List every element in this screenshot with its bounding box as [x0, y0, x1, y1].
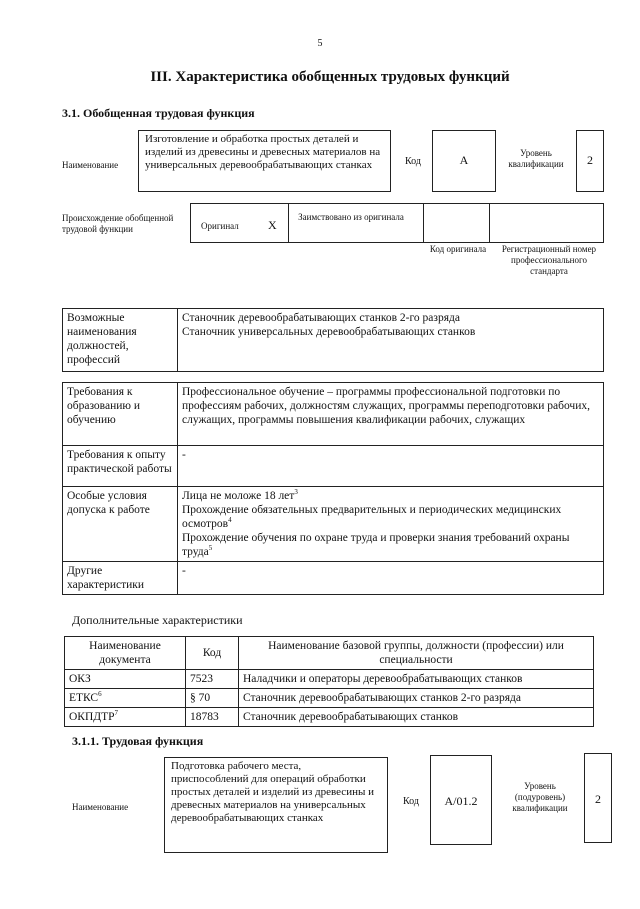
table-row-doc: ЕТКС$^6$: [65, 689, 186, 708]
section-title: III. Характеристика обобщенных трудовых функций: [150, 69, 510, 85]
req-education-value: Профессиональное обучение – программы профессиональной подготовки по профессиям рабочих, должностям служащих, программы переподготовки рабочих, служащих, программы повышения квалификации рабочих, служащих: [178, 383, 604, 446]
table-row-code: 18783: [186, 708, 239, 727]
table-row-name: Станочник деревообрабатывающих станков 2-го разряда: [239, 689, 594, 708]
origin-divider-3: [489, 204, 490, 242]
req-experience-label: Требования к опыту практической работы: [63, 446, 178, 487]
original-mark: X: [268, 218, 277, 232]
gtf-code-value: A: [459, 153, 469, 167]
tf-name-box: [164, 757, 388, 853]
table-row-name: Станочник деревообрабатывающих станков: [239, 708, 594, 727]
gtf-name-label: Наименование: [62, 160, 119, 170]
tf-name-value: Подготовка рабочего места, приспособлений для операций обработки простых деталей и изделий из древесины и древесных материалов на универсальных деревообрабатывающих станках: [171, 760, 374, 824]
table-row-doc: ОКПДТР$^7$: [65, 708, 186, 727]
tf-level-value: 2: [595, 792, 601, 806]
tf-code-value: A/01.2: [444, 794, 478, 808]
reg-number-caption: Регистрационный номер профессионального стандарта: [501, 244, 597, 276]
gtf-name-value: Изготовление и обработка простых деталей и изделий из древесины и древесных материалов на универсальных деревообрабатывающих станках: [145, 133, 381, 171]
tf-name-label: Наименование: [72, 802, 129, 812]
position-item: Станочник деревообрабатывающих станков 2-го разряда: [182, 312, 460, 324]
req-special-label: Особые условия допуска к работе: [63, 487, 178, 562]
tf-level-label: Уровень (подуровень) квалификации: [512, 781, 568, 813]
gtf-level-label: Уровень квалификации: [508, 148, 564, 169]
gtf-level-box: [576, 130, 604, 192]
origin-table: [190, 203, 604, 243]
gtf-origin-label: Происхождение обобщенной трудовой функции: [62, 213, 174, 234]
positions-table: [62, 308, 604, 372]
tf-code-label: Код: [403, 796, 419, 807]
original-label: Оригинал: [201, 221, 239, 231]
col-doc-header: Наименование документа: [65, 637, 186, 670]
origin-divider-1: [288, 204, 289, 242]
gtf-code-label: Код: [405, 156, 421, 167]
tf-level-box: [584, 753, 612, 843]
additional-heading: Дополнительные характеристики: [72, 613, 243, 627]
col-name-header: Наименование базовой группы, должности (профессии) или специальности: [239, 637, 594, 670]
additional-table: [64, 636, 594, 727]
gtf-name-box: [138, 130, 391, 192]
position-item: Станочник универсальных деревообрабатывающих станков: [182, 326, 476, 338]
table-row-code: § 70: [186, 689, 239, 708]
code-original-caption: Код оригинала: [429, 244, 487, 254]
req-other-label: Другие характеристики: [63, 562, 178, 595]
borrowed-label: Заимствовано из оригинала: [298, 212, 404, 222]
gtf-level-value: 2: [587, 153, 593, 167]
req-special-value: [178, 487, 604, 562]
req-special-line: Прохождение обучения по охране труда и проверки знания требований охраны труда$^5$: [182, 532, 570, 558]
req-special-line: Лица не моложе 18 лет$^3$: [182, 488, 298, 502]
gtf-code-box: [432, 130, 496, 192]
table-row-name: Наладчики и операторы деревообрабатывающих станков: [239, 670, 594, 689]
table-row-doc: ОКЗ: [65, 670, 186, 689]
requirements-table: [62, 382, 604, 595]
positions-label: Возможные наименования должностей, профессий: [63, 309, 178, 372]
positions-values: [178, 309, 604, 372]
origin-divider-2: [423, 204, 424, 242]
req-special-line: Прохождение обязательных предварительных и периодических медицинских осмотров$^4$: [182, 504, 562, 530]
col-code-header: Код: [186, 637, 239, 670]
gtf-heading: 3.1. Обобщенная трудовая функция: [62, 106, 255, 120]
tf-heading: 3.1.1. Трудовая функция: [72, 734, 204, 748]
req-other-value: -: [178, 562, 604, 595]
tf-code-box: [430, 755, 492, 845]
req-experience-value: -: [178, 446, 604, 487]
req-education-label: Требования к образованию и обучению: [63, 383, 178, 446]
page-number: 5: [317, 38, 323, 49]
table-row-code: 7523: [186, 670, 239, 689]
